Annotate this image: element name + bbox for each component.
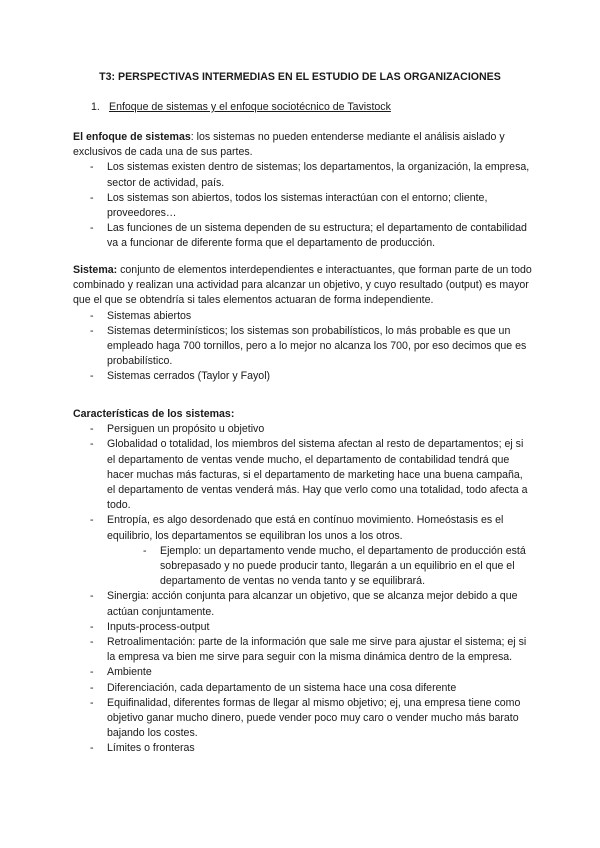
list-item: - Ambiente: [73, 665, 533, 680]
list-item: - Sinergia: acción conjunta para alcanzar un objetivo, que se alcanza mejor debido a que actúan conjuntamente.: [73, 589, 533, 619]
sistema-paragraph: [73, 263, 533, 309]
enfoque-term: El enfoque de sistemas: [73, 131, 191, 143]
sub-list: [107, 544, 533, 590]
list-item: - Los sistemas son abiertos, todos los sistemas interactúan con el entorno; cliente, proveedores…: [73, 191, 533, 221]
list-item: - Retroalimentación: parte de la información que sale me sirve para ajustar el sistema; ej si la empresa va bien me sirve para seguir con la misma dinámica dentro de la empresa.: [73, 635, 533, 665]
list-item: - Globalidad o totalidad, los miembros del sistema afectan al resto de departamentos; ej si el departamento de ventas vende mucho, el departamento de contabilidad tendrá que hacer muchas más facturas, si el departamento de marketing hace una buena campaña, el departamento de ventas venderá más. Hay que verlo como una totalidad, todo afecta a todo.: [73, 437, 533, 513]
list-item: - Sistemas abiertos: [73, 309, 533, 324]
sistema-term: Sistema:: [73, 264, 118, 276]
enfoque-paragraph: [73, 130, 533, 160]
section-number: 1.: [91, 101, 100, 113]
sistema-block: [73, 263, 533, 385]
page-title: T3: PERSPECTIVAS INTERMEDIAS EN EL ESTUDIO DE LAS ORGANIZACIONES: [99, 71, 501, 83]
sistema-list: [73, 309, 533, 385]
list-item: - Las funciones de un sistema dependen de su estructura; el departamento de contabilidad va a funcionar de diferente forma que el departamento de producción.: [73, 221, 533, 251]
enfoque-definition: : los sistemas no pueden entenderse mediante el análisis aislado y exclusivos de cada una de sus partes.: [73, 131, 505, 159]
list-item: - Persiguen un propósito u objetivo: [73, 422, 533, 437]
list-item: - Límites o fronteras: [73, 741, 533, 756]
list-item: - Equifinalidad, diferentes formas de llegar al mismo objetivo; ej, una empresa tiene como objetivo ganar mucho dinero, puede vender poco muy caro o vender mucho más barato bajando los costes.: [73, 696, 533, 742]
caracteristicas-heading: Características de los sistemas:: [73, 408, 235, 420]
list-item: - Sistemas cerrados (Taylor y Fayol): [73, 369, 533, 384]
list-item: - Diferenciación, cada departamento de un sistema hace una cosa diferente: [73, 681, 533, 696]
sistema-definition: conjunto de elementos interdependientes e interactuantes, que forman parte de un todo combinado y realizan una actividad para alcanzar un objetivo, y cuyo resultado (output) es mayor que el que se obtendría si tales elementos actuaran de forma independiente.: [73, 264, 532, 307]
list-item: - Los sistemas existen dentro de sistemas; los departamentos, la organización, la empresa, sector de actividad, país.: [73, 160, 533, 190]
list-item-text: Entropía, es algo desordenado que está en contínuo movimiento. Homeóstasis es el equilibrio, los departamentos se equilibran los unos a los otros.: [107, 514, 504, 542]
sub-list-item: - Ejemplo: un departamento vende mucho, el departamento de producción está sobrepasado y no puede producir tanto, llegarán a un equilibrio en el que el departamento de ventas no venda tanto y se equilibrará.: [123, 544, 533, 590]
section-title: Enfoque de sistemas y el enfoque sociotécnico de Tavistock: [109, 101, 391, 113]
caracteristicas-block: [73, 407, 533, 757]
enfoque-list: [73, 160, 533, 251]
list-item: - Inputs-process-output: [73, 620, 533, 635]
list-item: [73, 513, 533, 589]
enfoque-block: [73, 130, 533, 252]
list-item: - Sistemas determinísticos; los sistemas son probabilísticos, lo más probable es que un empleado haga 700 tornillos, pero a lo mejor no alcanza los 700, por eso decimos que es probabilístico.: [73, 324, 533, 370]
caracteristicas-list: [73, 422, 533, 756]
section-heading: [91, 100, 391, 115]
